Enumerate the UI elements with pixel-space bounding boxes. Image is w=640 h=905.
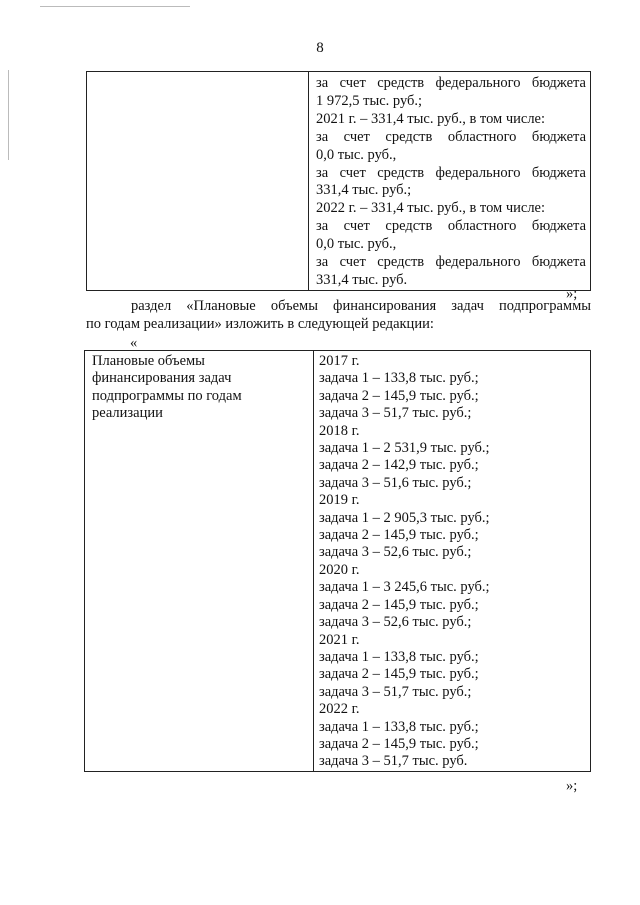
text-line: задача 1 – 133,8 тыс. руб.; — [319, 370, 479, 387]
paragraph-line-1: раздел «Плановые объемы финансирования задач подпрограммы — [131, 298, 591, 314]
text-line: задача 3 – 52,6 тыс. руб.; — [319, 544, 472, 561]
text-line: за счет средств федерального бюджета — [316, 254, 586, 271]
text-line: 2021 г. – 331,4 тыс. руб., в том числе: — [316, 110, 546, 127]
text-line: задача 3 – 52,6 тыс. руб.; — [319, 614, 472, 631]
text-line: 331,4 тыс. руб. — [316, 271, 408, 288]
text-line: финансирования задач — [92, 370, 232, 387]
text-line: за счет средств областного бюджета — [316, 218, 586, 235]
text-line: за счет средств федерального бюджета — [316, 75, 586, 91]
scan-artifact-left — [8, 70, 9, 160]
text-line: 0,0 тыс. руб., — [316, 146, 397, 163]
text-line: задача 2 – 145,9 тыс. руб.; — [319, 527, 479, 544]
text-line: задача 1 – 2 905,3 тыс. руб.; — [319, 509, 490, 526]
text-line: за счет средств федерального бюджета — [316, 164, 586, 181]
text-line: 2022 г. – 331,4 тыс. руб., в том числе: — [316, 200, 546, 217]
table1-left-cell — [87, 72, 309, 291]
text-line: задача 1 – 133,8 тыс. руб.; — [319, 718, 479, 735]
text-line: 2019 г. — [319, 492, 360, 509]
text-line: 0,0 тыс. руб., — [316, 236, 397, 253]
text-line: Плановые объемы — [92, 353, 205, 369]
text-line: задача 2 – 145,9 тыс. руб.; — [319, 596, 479, 613]
paragraph-line-2: по годам реализации» изложить в следующей редакции: — [86, 315, 434, 332]
planned-funding-table — [84, 350, 591, 772]
text-line: задача 1 – 3 245,6 тыс. руб.; — [319, 579, 490, 596]
text-line: 2021 г. — [319, 631, 360, 648]
text-line: за счет средств областного бюджета — [316, 128, 586, 145]
table2-left-cell — [85, 351, 314, 772]
text-line: 2022 г. — [319, 701, 360, 718]
text-line: задача 3 – 51,7 тыс. руб. — [319, 753, 468, 770]
text-line: задача 1 – 2 531,9 тыс. руб.; — [319, 440, 490, 457]
text-line: 331,4 тыс. руб.; — [316, 182, 412, 199]
funding-table-continued — [86, 71, 591, 291]
table1-lines — [316, 75, 586, 290]
text-line: подпрограммы по годам — [92, 387, 242, 404]
opening-quote-2: « — [130, 335, 138, 351]
text-line: 2018 г. — [319, 422, 360, 439]
text-line: задача 2 – 145,9 тыс. руб.; — [319, 387, 479, 404]
page-number: 8 — [316, 40, 324, 56]
text-line: задача 1 – 133,8 тыс. руб.; — [319, 648, 479, 665]
scan-artifact-top — [40, 6, 190, 7]
text-line: реализации — [92, 405, 163, 422]
text-line: задача 2 – 145,9 тыс. руб.; — [319, 735, 479, 752]
text-line: 2017 г. — [319, 353, 360, 369]
text-line: задача 2 – 145,9 тыс. руб.; — [319, 666, 479, 683]
text-line: задача 3 – 51,7 тыс. руб.; — [319, 683, 472, 700]
amendment-paragraph — [86, 298, 591, 333]
closing-quote-2: »; — [566, 778, 578, 794]
table1-right-cell — [309, 72, 591, 291]
table2-section-title — [92, 353, 309, 423]
table2-lines — [319, 353, 586, 771]
text-line: 2020 г. — [319, 561, 360, 578]
text-line: задача 3 – 51,6 тыс. руб.; — [319, 474, 472, 491]
text-line: 1 972,5 тыс. руб.; — [316, 92, 423, 109]
table2-right-cell — [314, 351, 591, 772]
closing-quote-1: »; — [566, 286, 578, 302]
text-line: задача 2 – 142,9 тыс. руб.; — [319, 457, 479, 474]
text-line: задача 3 – 51,7 тыс. руб.; — [319, 405, 472, 422]
